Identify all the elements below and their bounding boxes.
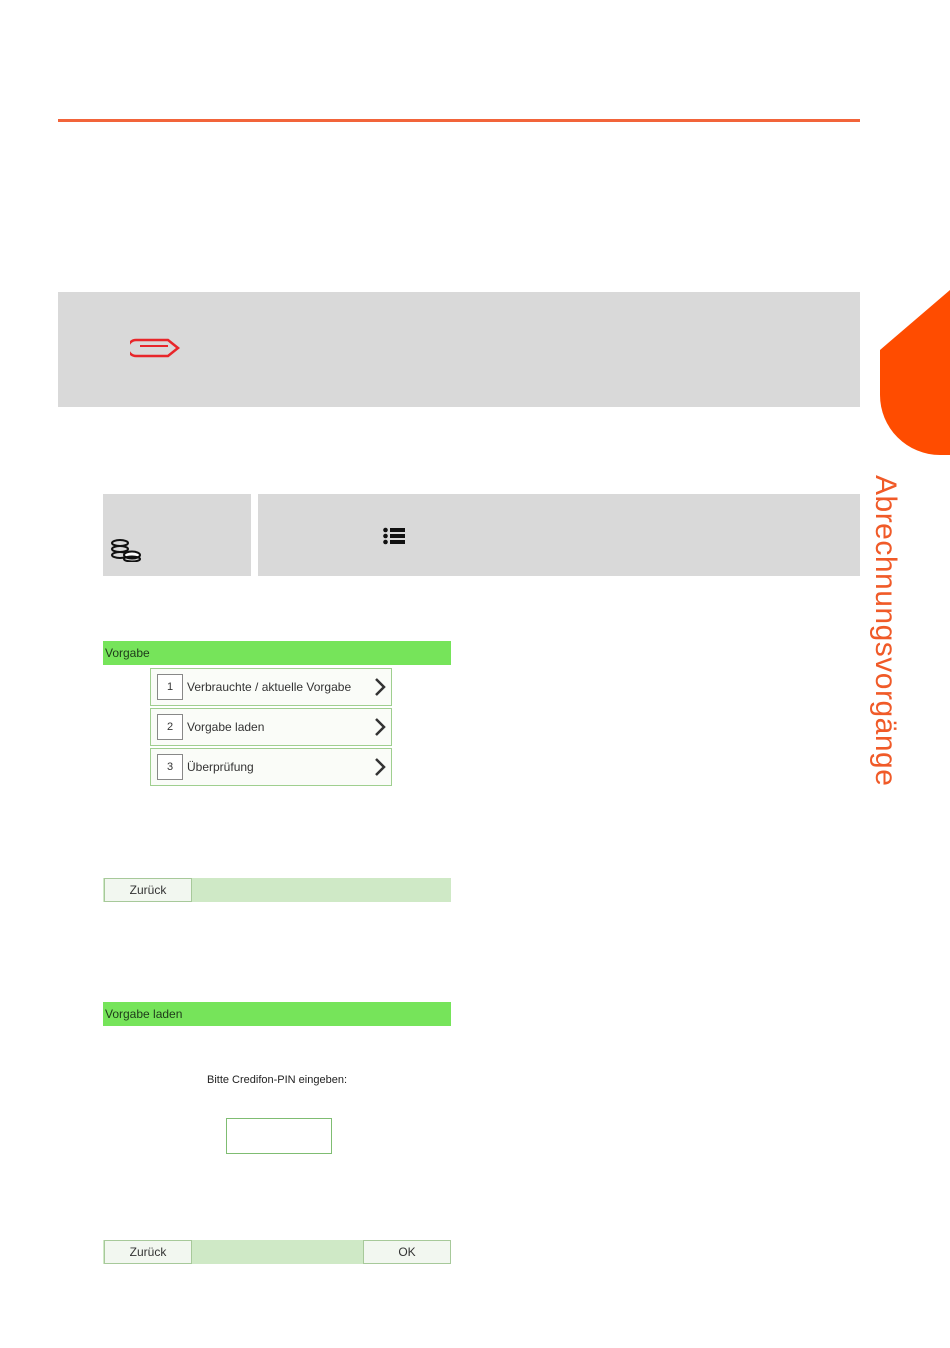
- coins-icon: [108, 538, 142, 562]
- note-pencil-icon: [130, 336, 182, 360]
- screen-title: Vorgabe laden: [103, 1002, 451, 1026]
- pin-prompt: Bitte Credifon-PIN eingeben:: [206, 1074, 348, 1086]
- menu-item-check[interactable]: [150, 748, 392, 786]
- menu-label: Überprüfung: [187, 760, 254, 774]
- chevron-right-icon: [373, 716, 387, 738]
- menu-number: 1: [157, 674, 183, 700]
- vorgabe-screen: [103, 641, 451, 902]
- menu-label: Verbrauchte / aktuelle Vorgabe: [187, 680, 352, 694]
- pin-input[interactable]: [226, 1118, 332, 1154]
- menu-item-load[interactable]: [150, 708, 392, 746]
- menu-item-consumed[interactable]: [150, 668, 392, 706]
- chevron-right-icon: [373, 756, 387, 778]
- screen-footer: [103, 1240, 451, 1264]
- list-icon: [383, 527, 405, 545]
- header-rule: [58, 119, 860, 122]
- nav-cell-menu: [258, 494, 860, 576]
- chapter-label: Abrechnungsvorgänge: [869, 475, 902, 787]
- menu-number: 3: [157, 754, 183, 780]
- ok-button[interactable]: OK: [363, 1240, 451, 1264]
- chevron-right-icon: [373, 676, 387, 698]
- menu-label: Vorgabe laden: [187, 720, 265, 734]
- back-button[interactable]: Zurück: [104, 878, 192, 902]
- screen-footer: [103, 878, 451, 902]
- nav-cell-coins: [103, 494, 251, 576]
- vorgabe-laden-screen: [103, 1002, 451, 1264]
- note-box: [58, 292, 860, 407]
- menu-number: 2: [157, 714, 183, 740]
- chapter-tab: [880, 290, 950, 455]
- back-button[interactable]: Zurück: [104, 1240, 192, 1264]
- screen-title: Vorgabe: [103, 641, 451, 665]
